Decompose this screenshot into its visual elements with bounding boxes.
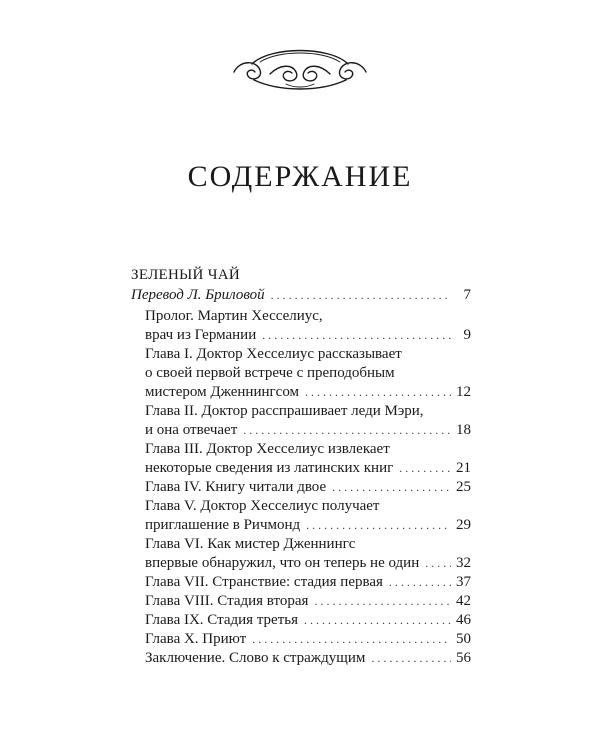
toc-entry-text: Глава IX. Стадия третья [145,612,299,628]
page-number: 37 [456,574,471,590]
translator-credit: Перевод Л. Бриловой [131,287,265,303]
toc-entry-text: приглашение в Ричмонд [145,517,301,533]
toc-entry [131,478,471,497]
leader-dots [243,421,451,440]
leader-dots [371,649,451,668]
toc-entry [131,592,471,611]
leader-dots [252,630,451,649]
toc-entry-line [131,554,471,573]
toc-entry [131,402,471,440]
toc-entry [131,497,471,535]
toc-entry-line [131,535,471,554]
page-number: 7 [463,287,471,303]
page-number: 18 [456,422,471,438]
toc-entry-line [131,497,471,516]
toc-entry-text: Глава II. Доктор расспрашивает леди Мэри, [145,403,424,419]
toc-entry [131,535,471,573]
toc-entry-text: и она отвечает [145,422,238,438]
toc-entry-text: Глава X. Приют [145,631,247,647]
toc-entry-line [131,459,471,478]
leader-dots [425,554,451,573]
page-number: 32 [456,555,471,571]
toc-entry-line [131,592,471,611]
leader-dots [332,478,451,497]
toc-entry-text: Глава III. Доктор Хесселиус извлекает [145,441,390,457]
page-number: 56 [456,650,471,666]
toc-entry-line [131,326,471,345]
toc-entry-text: Глава I. Доктор Хесселиус рассказывает [145,346,402,362]
section-title: ЗЕЛЕНЫЙ ЧАЙ [131,267,241,283]
toc-entry-text: Глава V. Доктор Хесселиус получает [145,498,380,514]
toc-entry-text: Заключение. Слово к страждущим [145,650,366,666]
leader-dots [399,459,451,478]
toc-entry-line [131,478,471,497]
page-title: СОДЕРЖАНИЕ [187,160,413,193]
toc-entry-line [131,649,471,668]
toc-entry [131,649,471,668]
toc-entry-line [131,440,471,459]
page-number: 50 [456,631,471,647]
toc-entry-text: Глава VI. Как мистер Дженнингс [145,536,356,552]
toc-entry-text: о своей первой встрече с преподобным [145,365,395,381]
toc-entry-text: врач из Германии [145,327,257,343]
page-number: 9 [463,327,471,343]
toc-entry-text: Глава VIII. Стадия вторая [145,593,309,609]
page-number: 46 [456,612,471,628]
toc-entry-line [131,516,471,535]
toc-entry [131,611,471,630]
table-of-contents [131,265,471,668]
leader-dots [314,592,451,611]
toc-entry-text: Пролог. Мартин Хесселиус, [145,308,323,324]
toc-entry [131,573,471,592]
toc-entry-line [131,573,471,592]
toc-entry-line [131,611,471,630]
flourish-ornament-icon [230,38,370,94]
toc-entry-line [131,307,471,326]
toc-entries [131,307,471,668]
page-number: 21 [456,460,471,476]
toc-entry-text: Глава VII. Странствие: стадия первая [145,574,383,590]
translator-entry [131,286,471,305]
toc-entry [131,345,471,402]
toc-entry-line [131,364,471,383]
page-number: 29 [456,517,471,533]
toc-entry-text: некоторые сведения из латинских книг [145,460,394,476]
toc-entry [131,630,471,649]
toc-entry-line [131,402,471,421]
page-number: 42 [456,593,471,609]
toc-entry-line [131,421,471,440]
toc-entry-line [131,383,471,402]
leader-dots [271,286,451,305]
toc-entry-line [131,630,471,649]
toc-entry-line [131,345,471,364]
toc-entry-text: мистером Дженнингсом [145,384,300,400]
toc-entry-text: впервые обнаружил, что он теперь не один [145,555,420,571]
leader-dots [304,611,451,630]
toc-entry [131,440,471,478]
page-number: 12 [456,384,471,400]
leader-dots [262,326,451,345]
page-number: 25 [456,479,471,495]
toc-entry [131,307,471,345]
toc-entry-text: Глава IV. Книгу читали двое [145,479,327,495]
leader-dots [306,516,451,535]
leader-dots [305,383,451,402]
leader-dots [389,573,451,592]
